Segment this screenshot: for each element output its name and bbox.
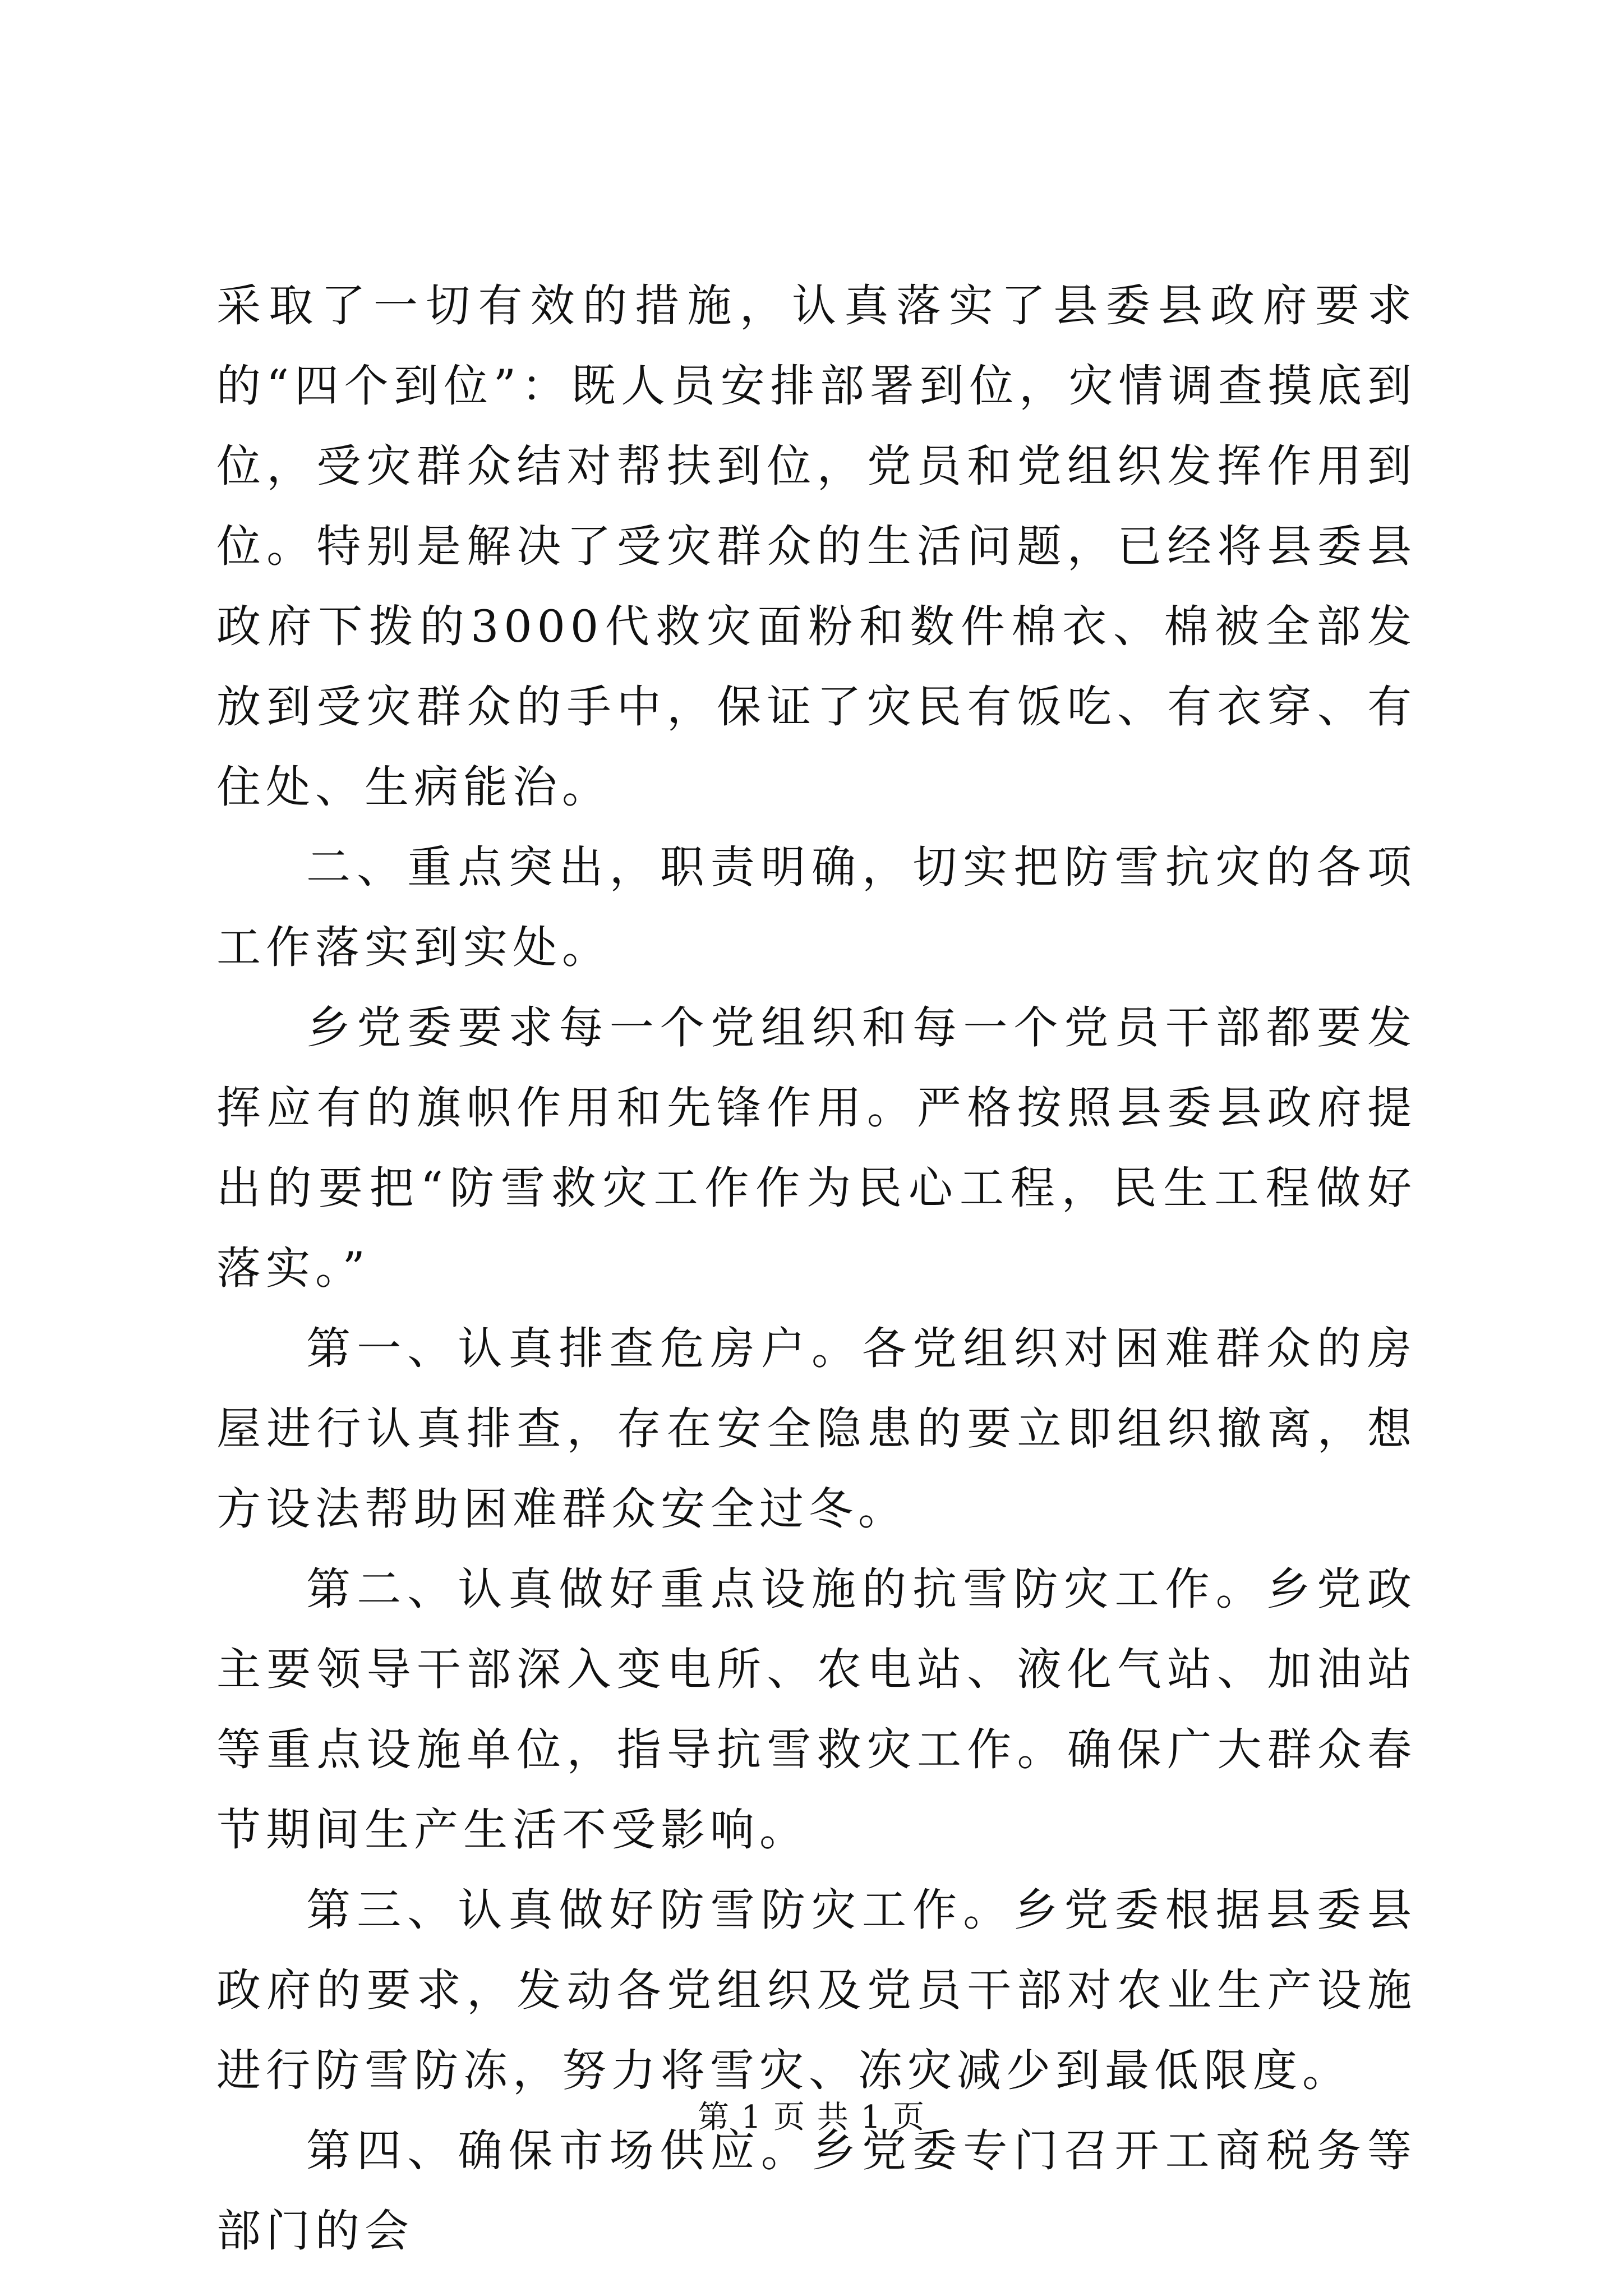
page-footer: 第 1 页 共 1 页 — [697, 2099, 926, 2136]
document-body — [216, 266, 1417, 2271]
paragraph-2: 二、重点突出，职责明确，切实把防雪抗灾的各项工作落实到实处。 — [216, 841, 1417, 973]
paragraph-6: 第三、认真做好防雪防灾工作。乡党委根据县委县政府的要求，发动各党组织及党员干部对农业生产设施进行防雪防冻，努力将雪灾、冻灾减少到最低限度。 — [216, 1884, 1417, 2096]
paragraph-1: 采取了一切有效的措施，认真落实了县委县政府要求的“四个到位”：既人员安排部署到位，灾情调查摸底到位，受灾群众结对帮扶到位，党员和党组织发挥作用到位。特别是解决了受灾群众的生活问题，已经将县委县政府下拨的3000代救灾面粉和数件棉衣、棉被全部发放到受灾群众的手中，保证了灾民有饭吃、有衣穿、有住处、生病能治。 — [216, 280, 1417, 813]
paragraph-7: 第四、确保市场供应。乡党委专门召开工商税务等部门的会 — [216, 2125, 1417, 2257]
paragraph-5: 第二、认真做好重点设施的抗雪防灾工作。乡党政主要领导干部深入变电所、农电站、液化气站、加油站等重点设施单位，指导抗雪救灾工作。确保广大群众春节期间生产生活不受影响。 — [216, 1563, 1417, 1856]
paragraph-3: 乡党委要求每一个党组织和每一个党员干部都要发挥应有的旗帜作用和先锋作用。严格按照县委县政府提出的要把“防雪救灾工作作为民心工程，民生工程做好落实。” — [216, 1002, 1417, 1294]
paragraph-4: 第一、认真排查危房户。各党组织对困难群众的房屋进行认真排查，存在安全隐患的要立即组织撤离，想方设法帮助困难群众安全过冬。 — [216, 1323, 1417, 1535]
